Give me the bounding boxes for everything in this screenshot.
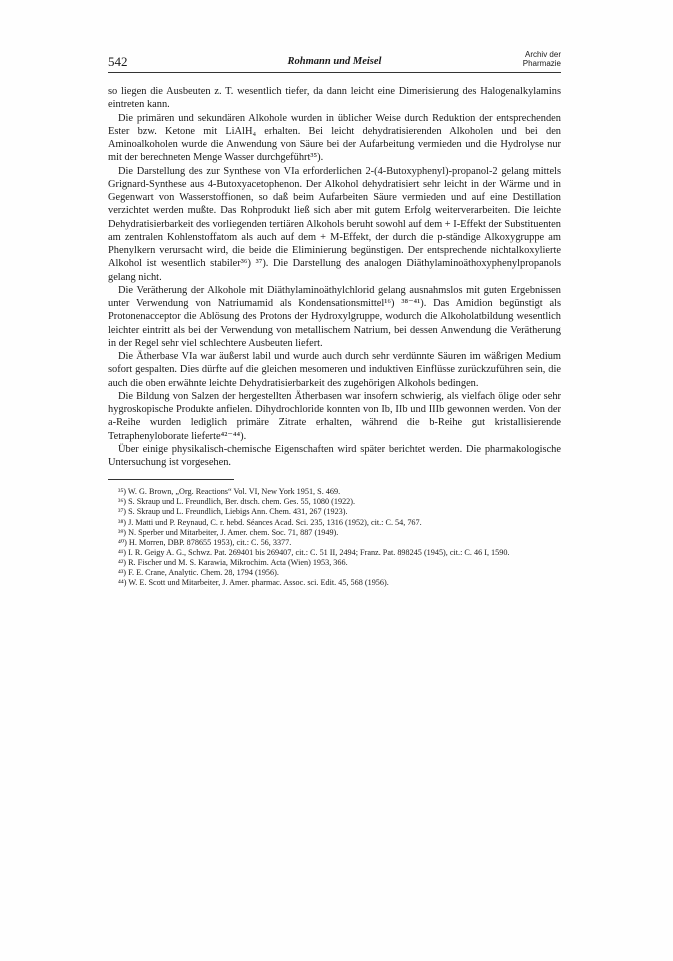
footnote: ⁴¹) I. R. Geigy A. G., Schwz. Pat. 269401 bis 269407, cit.: C. 51 II, 2494; Franz. Pat. 898245 (1945), cit.: C. 46 I, 1590. [118,547,510,557]
paragraph: Die Ätherbase VIa war äußerst labil und wurde auch durch sehr verdünnte Säuren im wäßrigen Medium sofort gespalten. Dies dürfte auf die gleichen mesomeren und induktiven Einflüsse zurückzuführen sein, die auch die oben erwähnte leichte Dehydratisierbarkeit des zugehörigen Alkohols bedingen. [108,351,561,389]
footnote: ³⁷) S. Skraup und L. Freundlich, Liebigs Ann. Chem. 431, 267 (1923). [118,507,348,517]
running-title: Rohmann und Meisel [287,56,382,67]
footnote: ⁴³) F. E. Crane, Analytic. Chem. 28, 1794 (1956). [118,568,279,577]
page-header [108,50,561,73]
journal-name-line1: Archiv der [524,50,561,59]
footnote-divider [108,479,234,480]
footnotes [108,487,561,588]
paragraph: Die Verätherung der Alkohole mit Diäthylaminoäthylchlorid gelang ausnahmslos mit guten Ergebnissen unter Verwendung von Natriumamid als Kondensationsmittel¹⁶) ³⁸⁻⁴¹). Das Amidion begünstigt als Protonenacceptor die Ablösung des Protons der Hydroxylgruppe, wodurch die Alkoholatbildung wesentlich leichter eintritt als bei der Verwendung von metallischem Natrium, bei dessen Anwendung die Verätherung in der Regel sehr viel schlechtere Ausbeuten liefert. [108,284,561,349]
journal-name-line2: Pharmazie [522,59,561,68]
paragraph: so liegen die Ausbeuten z. T. wesentlich tiefer, da dann leicht eine Dimerisierung des Halogenalkylamins eintreten kann. [108,86,561,111]
body-text [108,85,561,469]
footnote: ⁴²) R. Fischer und M. S. Karawia, Mikrochim. Acta (Wien) 1953, 366. [118,557,348,567]
footnote: ⁴⁴) W. E. Scott und Mitarbeiter, J. Amer. pharmac. Assoc. sci. Edit. 45, 568 (1956). [118,578,389,588]
footnote: ³⁹) N. Sperber und Mitarbeiter, J. Amer. chem. Soc. 71, 887 (1949). [118,527,339,537]
footnote: ³⁶) S. Skraup und L. Freundlich, Ber. dtsch. chem. Ges. 55, 1080 (1922). [118,497,356,507]
page-number: 542 [108,54,128,69]
paragraph: Die Darstellung des zur Synthese von VIa erforderlichen 2-(4-Butoxyphenyl)-propanol-2 gelang mittels Grignard-Synthese aus 4-Butoxyacetophenon. Der Alkohol dehydratisiert sehr leicht in der Wärme und in Gegenwart von Wasserstoffionen, so daß beim Aufarbeiten Säure vermieden und auf eine Destillation verzichtet werden mußte. Das Rohprodukt ließ sich aber mit gutem Erfolg weiterverarbeiten. Die leichte Dehydratisierbarkeit des vorliegenden tertiären Alkohols beruht sowohl auf dem + I-Effekt der Substituenten am zentralen Kohlenstoffatom als auch auf dem + M-Effekt, der durch die p-ständige Alkoxygruppe am Phenylkern verursacht wird, die beide die Eliminierung begünstigen. Der entsprechende nichtalkoxylierte Alkohol ist wesentlich stabiler³⁶) ³⁷). Die Darstellung des analogen Diäthylaminoäthoxyphenylpropanols gelang nicht. [108,165,561,283]
paragraph: Die primären und sekundären Alkohole wurden in üblicher Weise durch Reduktion der entsprechenden Ester bzw. Ketone mit LiAlH₄ erhalten. Bei leicht dehydratisierenden Alkoholen und bei den Aminoalkoholen wurde die Anwendung von Säure bei der Aufarbeitung vermieden und die Hydrolyse nur mit der berechneten Menge Wasser durchgeführt³⁵). [108,112,561,164]
document-page [108,50,561,588]
footnote: ³⁵) W. G. Brown, „Org. Reactions“ Vol. VI, New York 1951, S. 469. [118,487,341,497]
journal-name [523,50,561,68]
footnote: ³⁸) J. Matti und P. Reynaud, C. r. hebd. Séances Acad. Sci. 235, 1316 (1952), cit.: C. 54, 767. [118,517,422,527]
footnote: ⁴⁰) H. Morren, DBP. 878655 1953), cit.: C. 56, 3377. [118,537,292,547]
paragraph: Über einige physikalisch-chemische Eigenschaften wird später berichtet werden. Die pharmakologische Untersuchung ist vorgesehen. [108,443,561,468]
paragraph: Die Bildung von Salzen der hergestellten Ätherbasen war insofern schwierig, als vielfach ölige oder sehr hygroskopische Produkte anfielen. Dihydrochloride konnten von Ib, IIb und IIIb gewonnen werden. Von der a-Reihe wurden lediglich primäre Zitrate erhalten, während die b-Reihe gut kristallisierende Tetraphenyloborate lieferte⁴²⁻⁴⁴). [108,390,561,442]
